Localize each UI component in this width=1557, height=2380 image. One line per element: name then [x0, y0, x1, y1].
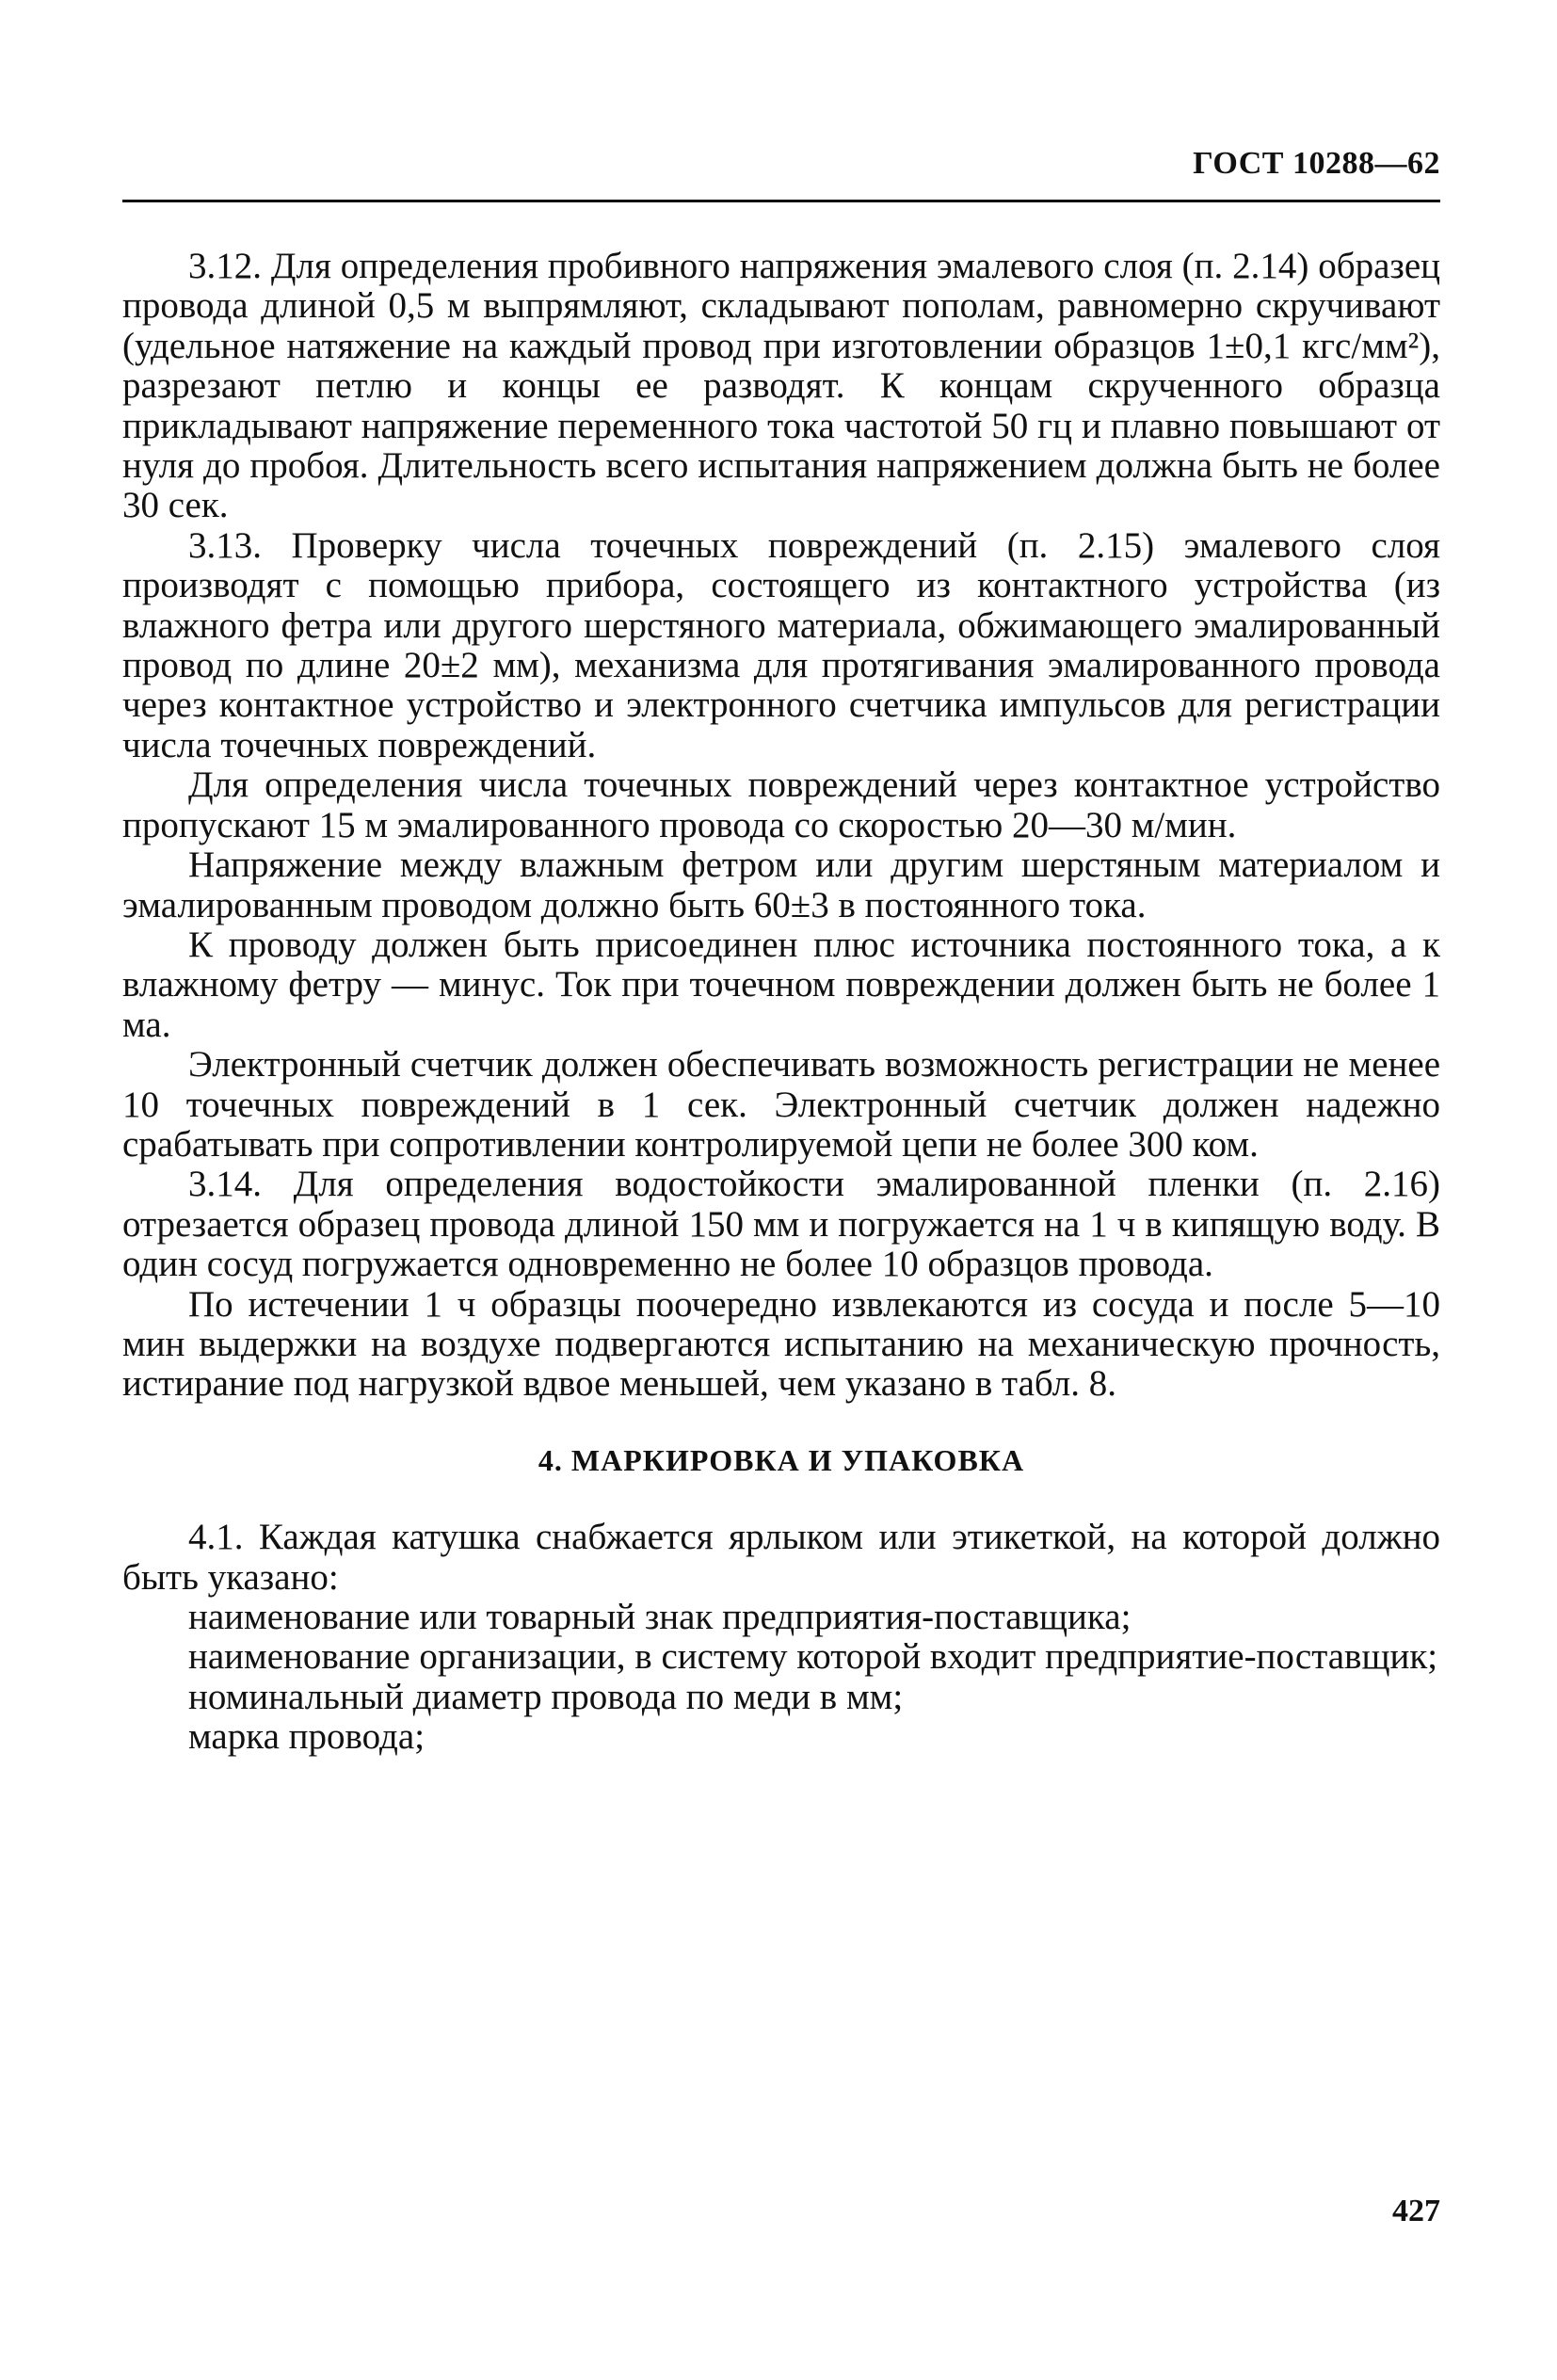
paragraph-3-14: 3.14. Для определения водостойкости эмалированной пленки (п. 2.16) отрезается образец провода длиной 150 мм и погружается на 1 ч в кипящую воду. В один сосуд погружается одновременно не более 10 образцов провода. [122, 1164, 1440, 1285]
paragraph-voltage: Напряжение между влажным фетром или другим шерстяным материалом и эмалированным проводом должно быть 60±3 в постоянного тока. [122, 844, 1440, 925]
list-item: номинальный диаметр провода по меди в мм; [188, 1676, 904, 1717]
list-item: наименование или товарный знак предприятия-поставщика; [188, 1597, 1132, 1637]
paragraph-polarity: К проводу должен быть присоединен плюс источника постоянного тока, а к влажному фетру — минус. Ток при точечном повреждении должен быть не более 1 ма. [122, 924, 1440, 1045]
section-title: 4. МАРКИРОВКА И УПАКОВКА [538, 1442, 1025, 1477]
paragraph-defect-count: Для определения числа точечных повреждений через контактное устройство пропускают 15 м эмалированного провода со скоростью 20—30 м/мин. [122, 764, 1440, 845]
list-item: марка провода; [188, 1716, 425, 1758]
paragraph-4-1: 4.1. Каждая катушка снабжается ярлыком или этикеткой, на которой должно быть указано: [122, 1517, 1440, 1598]
page-body [122, 247, 1440, 1758]
paragraph-3-13: 3.13. Проверку числа точечных повреждений (п. 2.15) эмалевого слоя производят с помощью прибора, состоящего из контактного устройства (из влажного фетра или другого шерстяного материала, обжимающего эмалированный провод по длине 20±2 мм), механизма для протягивания эмалированного провода через контактное устройство и электронного счетчика импульсов для регистрации числа точечных повреждений. [122, 524, 1440, 765]
paragraph-3-12: 3.12. Для определения пробивного напряжения эмалевого слоя (п. 2.14) образец провода длиной 0,5 м выпрямляют, складывают пополам, равномерно скручивают (удельное натяжение на каждый провод при изготовлении образцов 1±0,1 кгс/мм²), разрезают петлю и концы ее разводят. К концам скрученного образца прикладывают напряжение переменного тока частотой 50 гц и плавно повышают от нуля до пробоя. Длительность всего испытания напряжением должна быть не более 30 сек. [122, 246, 1440, 526]
paragraph-counter: Электронный счетчик должен обеспечивать возможность регистрации не менее 10 точечных повреждений в 1 сек. Электронный счетчик должен надежно срабатывать при сопротивлении контролируемой цепи не более 300 ком. [122, 1044, 1440, 1165]
page-number: 427 [1392, 2194, 1440, 2228]
header-rule [122, 200, 1440, 202]
list-item: наименование организации, в систему которой входит предприятие-поставщик; [188, 1636, 1438, 1678]
paragraph-after-boiling: По истечении 1 ч образцы поочередно извлекаются из сосуда и после 5—10 мин выдержки на воздухе подвергаются испытанию на механическую прочность, истирание под нагрузкой вдвое меньшей, чем указано в табл. 8. [122, 1283, 1440, 1405]
document-header: ГОСТ 10288—62 [1193, 146, 1440, 181]
